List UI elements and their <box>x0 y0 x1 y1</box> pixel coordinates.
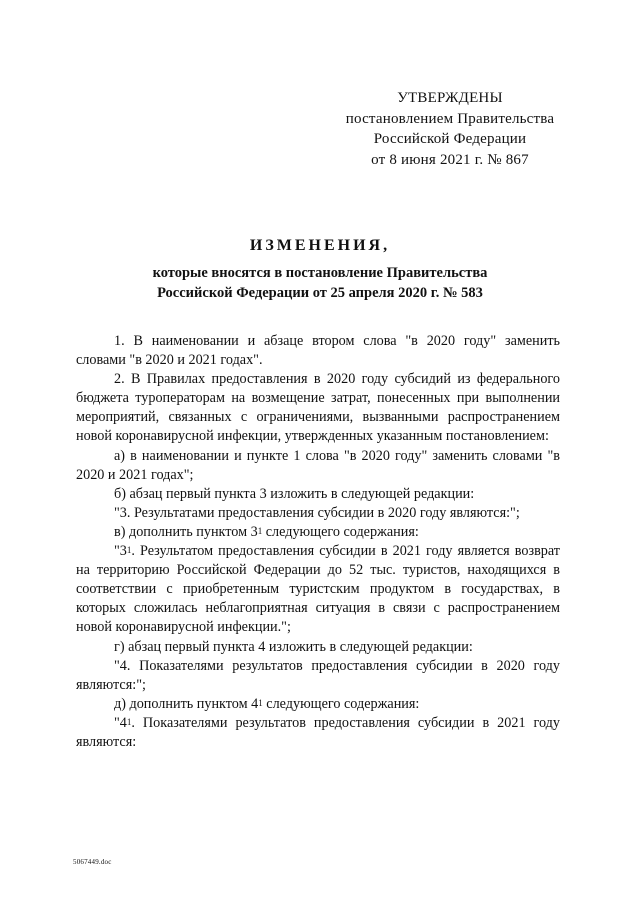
approval-line-1: постановлением Правительства <box>345 110 555 127</box>
paragraph: 1. В наименовании и абзаце втором слова "в 2020 году" заменить словами "в 2020 и 2021 годах". <box>76 333 560 369</box>
paragraph-text: в) дополнить пунктом 3 <box>114 523 258 540</box>
superscript: 1 <box>258 697 263 708</box>
document-body <box>76 332 560 752</box>
paragraph: а) в наименовании и пункте 1 слова "в 2020 году" заменить словами "в 2020 и 2021 годах"; <box>76 447 560 483</box>
superscript: 1 <box>257 525 263 536</box>
paragraph-text: следующего содержания: <box>262 695 420 712</box>
approval-line-3: от 8 июня 2021 г. № 867 <box>371 151 529 168</box>
paragraph <box>76 714 560 752</box>
paragraph: "3. Результатами предоставления субсидии в 2020 году являются:"; <box>114 504 520 521</box>
paragraph: 2. В Правилах предоставления в 2020 году субсидий из федерального бюджета туроператорам на возмещение затрат, понесенных при выполнении мероприятий, связанных с ограничениями, вызванными распространением новой коронавирусной инфекции, утвержденных указанным постановлением: <box>76 371 560 445</box>
paragraph <box>76 695 560 714</box>
paragraph-text: . Результатом предоставления субсидии в 2021 году является возврат на территорию Российской Федерации до 52 тыс. туристов, находящихся в соответствии с приобретенным туристским продуктом в государствах, в которых сложилась неблагоприятная ситуация в связи с распространением новой коронавирусной инфекции."; <box>76 543 560 636</box>
footer-filename: 5067449.doc <box>73 858 112 866</box>
paragraph-text: "4 <box>114 714 127 731</box>
document-title: ИЗМЕНЕНИЯ, <box>249 237 391 254</box>
approval-stamp <box>330 88 570 170</box>
paragraph: б) абзац первый пункта 3 изложить в следующей редакции: <box>114 485 475 502</box>
paragraph-text: следующего содержания: <box>262 523 419 540</box>
paragraph <box>76 523 560 542</box>
superscript: 1 <box>126 716 132 727</box>
approval-line-2: Российской Федерации <box>373 131 527 147</box>
paragraph: "4. Показателями результатов предоставления субсидии в 2020 году являются:"; <box>76 657 560 693</box>
paragraph-text: . Показателями результатов предоставления субсидии в 2021 году являются: <box>76 714 560 750</box>
paragraph: г) абзац первый пункта 4 изложить в следующей редакции: <box>114 638 473 655</box>
paragraph-text: "3 <box>114 543 127 560</box>
superscript: 1 <box>126 545 132 556</box>
subtitle-line-1: которые вносятся в постановление Правительства <box>152 265 488 281</box>
paragraph-text: д) дополнить пунктом 4 <box>114 695 259 712</box>
subtitle-line-2: Российской Федерации от 25 апреля 2020 г. № 583 <box>157 285 483 301</box>
approval-heading: УТВЕРЖДЕНЫ <box>397 90 503 106</box>
document-subtitle <box>0 263 640 303</box>
paragraph <box>76 542 560 637</box>
